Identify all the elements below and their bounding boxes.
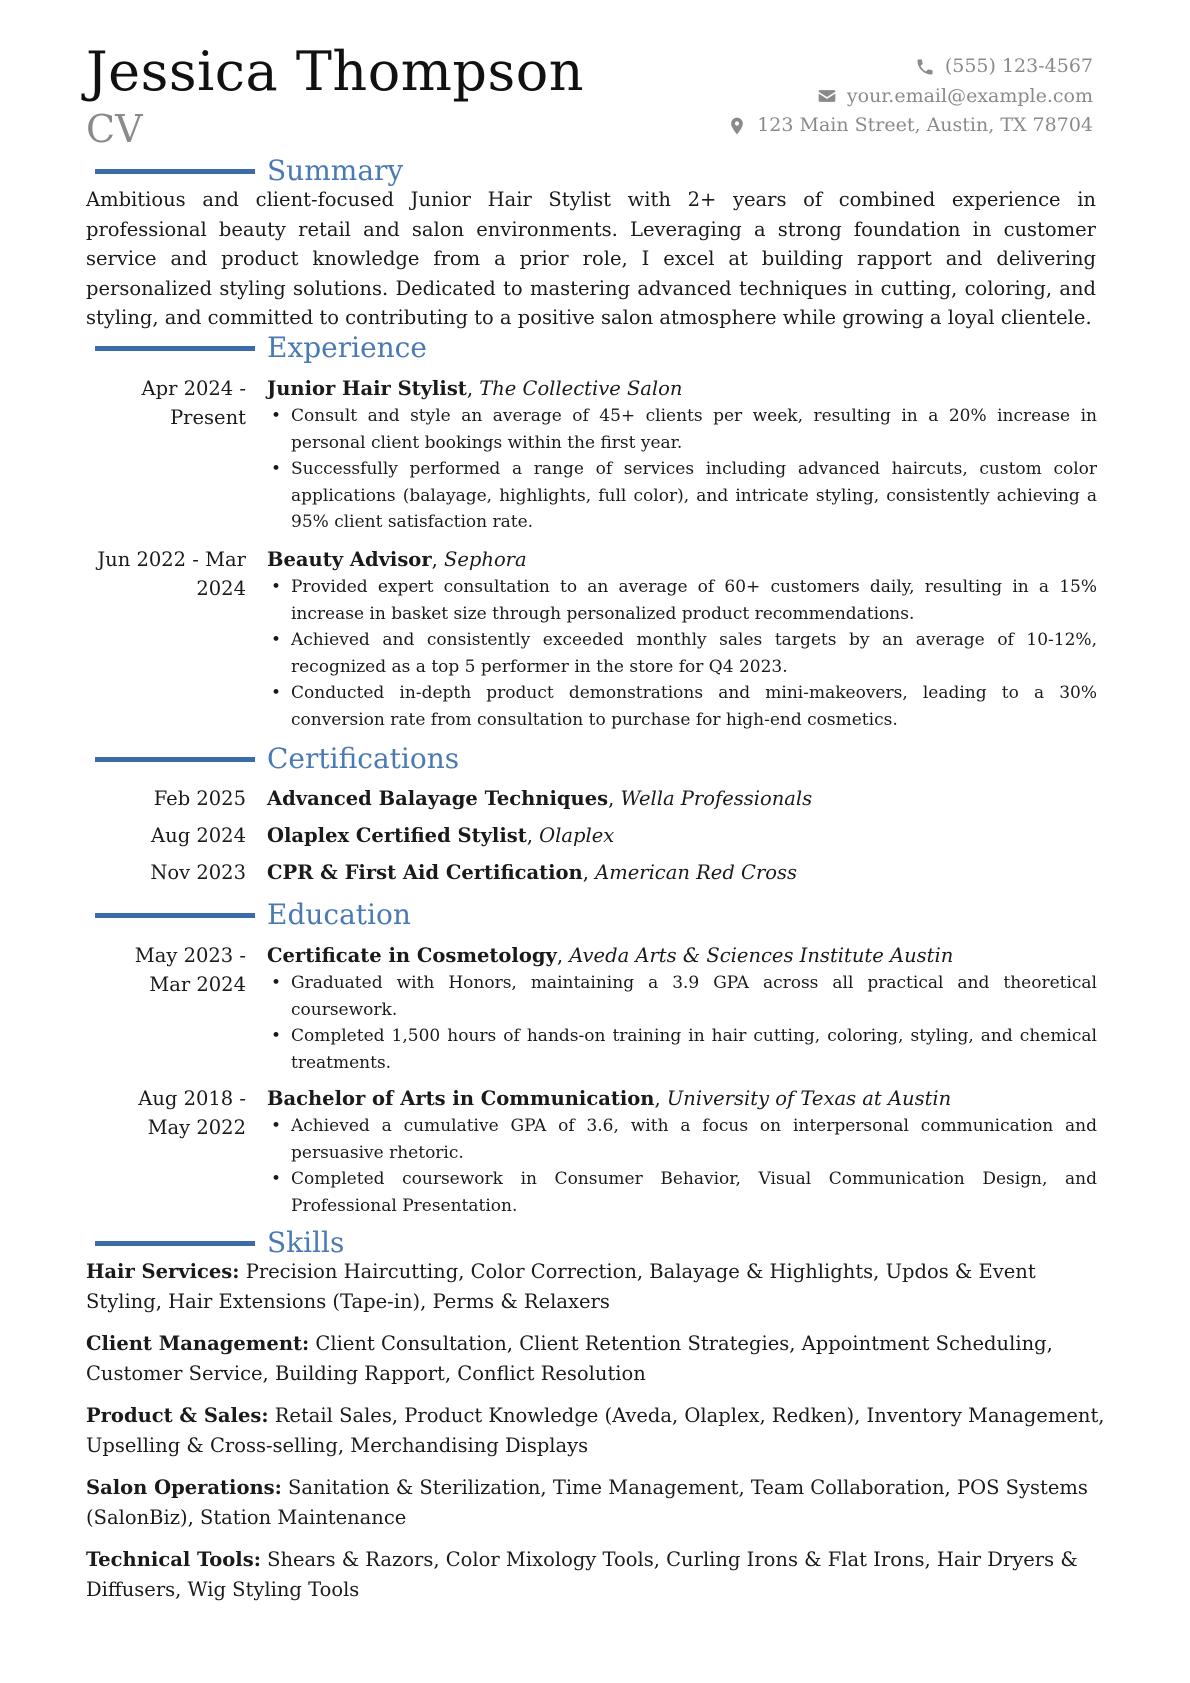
certification-entry: [86, 821, 1096, 851]
entry-date: Nov 2023: [150, 861, 246, 884]
entry-date: Feb 2025: [153, 787, 246, 810]
section-experience-header: [95, 332, 427, 364]
section-divider-bar: [95, 1241, 255, 1246]
bullet-list: [267, 1113, 1097, 1219]
certification-entry: [86, 858, 1096, 888]
entry-date: Aug 2024: [151, 824, 246, 847]
address-text: 123 Main Street, Austin, TX 78704: [757, 114, 1093, 136]
section-title-education: Education: [267, 898, 411, 931]
entry-heading: Beauty Advisor, Sephora: [267, 548, 527, 571]
contact-email: [727, 82, 1093, 112]
entry-date: Jun 2022 - Mar 2024: [97, 548, 246, 600]
skill-group: [86, 1257, 1108, 1316]
degree-title: Bachelor of Arts in Communication: [267, 1087, 655, 1110]
degree-title: Certificate in Cosmetology: [267, 944, 557, 967]
map-pin-icon: [727, 116, 747, 136]
entry-body: [267, 1084, 1097, 1219]
skill-group: [86, 1473, 1108, 1532]
issuer: Olaplex: [539, 824, 615, 847]
skill-group: [86, 1329, 1108, 1388]
certification-title: Olaplex Certified Stylist: [267, 824, 527, 847]
entry-date: May 2023 - Mar 2024: [134, 944, 246, 996]
skill-category: Salon Operations:: [86, 1476, 282, 1499]
section-skills-header: [95, 1227, 344, 1259]
entry-date: Apr 2024 - Present: [141, 377, 246, 429]
phone-icon: [915, 57, 935, 77]
entry-body: [267, 545, 1097, 733]
bullet-list: [267, 574, 1097, 733]
entry-heading: Junior Hair Stylist, The Collective Salon: [267, 377, 683, 400]
contact-info: [727, 52, 1093, 141]
summary-text: Ambitious and client-focused Junior Hair Stylist with 2+ years of combined experience in professional beauty retail and salon environments. Leveraging a strong foundation in customer service and product knowledge from a prior role, I excel at building rapport and delivering personalized styling solutions. Dedicated to mastering advanced techniques in cutting, coloring, and styling, and committed to contributing to a positive salon atmosphere while growing a loyal clientele.: [86, 188, 1096, 329]
issuer: Wella Professionals: [620, 787, 813, 810]
skill-category: Technical Tools:: [86, 1548, 261, 1571]
list-item: • Provided expert consultation to an average of 60+ customers daily, resulting in a 15% increase in basket size through personalized product recommendations.: [291, 574, 1097, 627]
section-education-header: [95, 899, 411, 931]
institution: Aveda Arts & Sciences Institute Austin: [569, 944, 954, 967]
document-subtitle: CV: [86, 107, 143, 151]
skill-items: Retail Sales, Product Knowledge (Aveda, Olaplex, Redken), Inventory Management, Upselling & Cross-selling, Merchandising Displays: [86, 1404, 1105, 1457]
phone-text[interactable]: (555) 123-4567: [944, 55, 1093, 77]
entry-heading: Bachelor of Arts in Communication, University of Texas at Austin: [267, 1087, 952, 1110]
job-title: Beauty Advisor: [267, 548, 432, 571]
section-summary-header: [95, 155, 403, 187]
skill-items: Sanitation & Sterilization, Time Management, Team Collaboration, POS Systems (SalonBiz), Station Maintenance: [86, 1476, 1088, 1529]
entry-body: [267, 941, 1097, 1076]
section-divider-bar: [95, 913, 255, 918]
skill-group: [86, 1545, 1108, 1604]
skill-group: [86, 1401, 1108, 1460]
contact-phone: [727, 52, 1093, 82]
bullet-list: [267, 970, 1097, 1076]
skill-items: Precision Haircutting, Color Correction, Balayage & Highlights, Updos & Event Styling, Hair Extensions (Tape-in), Perms & Relaxers: [86, 1260, 1036, 1313]
email-link[interactable]: your.email@example.com: [846, 84, 1093, 107]
certification-entry: [86, 784, 1096, 814]
skill-category: Product & Sales:: [86, 1404, 269, 1427]
section-title-summary: Summary: [267, 154, 404, 187]
entry-date: Aug 2018 - May 2022: [138, 1087, 246, 1139]
section-title-experience: Experience: [267, 331, 427, 364]
skill-category: Hair Services:: [86, 1260, 240, 1283]
section-title-certifications: Certifications: [267, 742, 460, 775]
skills-list: [86, 1257, 1108, 1617]
entry-heading: Certificate in Cosmetology, Aveda Arts & Sciences Institute Austin: [267, 944, 954, 967]
employer: Sephora: [444, 548, 527, 571]
skill-items: Client Consultation, Client Retention Strategies, Appointment Scheduling, Customer Service, Building Rapport, Conflict Resolution: [86, 1332, 1053, 1385]
certification-title: Advanced Balayage Techniques: [267, 787, 609, 810]
list-item: • Achieved and consistently exceeded monthly sales targets by an average of 10-12%, recognized as a top 5 performer in the store for Q4 2023.: [291, 627, 1097, 680]
section-certifications-header: [95, 743, 459, 775]
envelope-icon: [817, 86, 837, 106]
list-item: • Successfully performed a range of services including advanced haircuts, custom color applications (balayage, highlights, full color), and intricate styling, consistently achieving a 95% client satisfaction rate.: [291, 456, 1097, 536]
entry-heading: Advanced Balayage Techniques, Wella Professionals: [267, 787, 813, 810]
entry-heading: CPR & First Aid Certification, American Red Cross: [267, 861, 798, 884]
list-item: • Consult and style an average of 45+ clients per week, resulting in a 20% increase in personal client bookings within the first year.: [291, 403, 1097, 456]
section-divider-bar: [95, 757, 255, 762]
entry-body: [267, 374, 1097, 536]
list-item: • Conducted in-depth product demonstrations and mini-makeovers, leading to a 30% conversion rate from consultation to purchase for high-end cosmetics.: [291, 680, 1097, 733]
certification-title: CPR & First Aid Certification: [267, 861, 583, 884]
job-title: Junior Hair Stylist: [267, 377, 467, 400]
employer: The Collective Salon: [479, 377, 683, 400]
section-title-skills: Skills: [267, 1226, 345, 1259]
contact-address: [727, 111, 1093, 141]
candidate-name: Jessica Thompson: [86, 40, 584, 103]
skill-category: Client Management:: [86, 1332, 310, 1355]
entry-heading: Olaplex Certified Stylist, Olaplex: [267, 824, 615, 847]
list-item: • Graduated with Honors, maintaining a 3.9 GPA across all practical and theoretical coursework.: [291, 970, 1097, 1023]
issuer: American Red Cross: [595, 861, 798, 884]
list-item: • Completed coursework in Consumer Behavior, Visual Communication Design, and Professional Presentation.: [291, 1166, 1097, 1219]
institution: University of Texas at Austin: [666, 1087, 952, 1110]
section-divider-bar: [95, 169, 255, 174]
list-item: • Achieved a cumulative GPA of 3.6, with a focus on interpersonal communication and persuasive rhetoric.: [291, 1113, 1097, 1166]
bullet-list: [267, 403, 1097, 536]
section-divider-bar: [95, 346, 255, 351]
skill-items: Shears & Razors, Color Mixology Tools, Curling Irons & Flat Irons, Hair Dryers & Diffusers, Wig Styling Tools: [86, 1548, 1078, 1601]
list-item: • Completed 1,500 hours of hands-on training in hair cutting, coloring, styling, and chemical treatments.: [291, 1023, 1097, 1076]
